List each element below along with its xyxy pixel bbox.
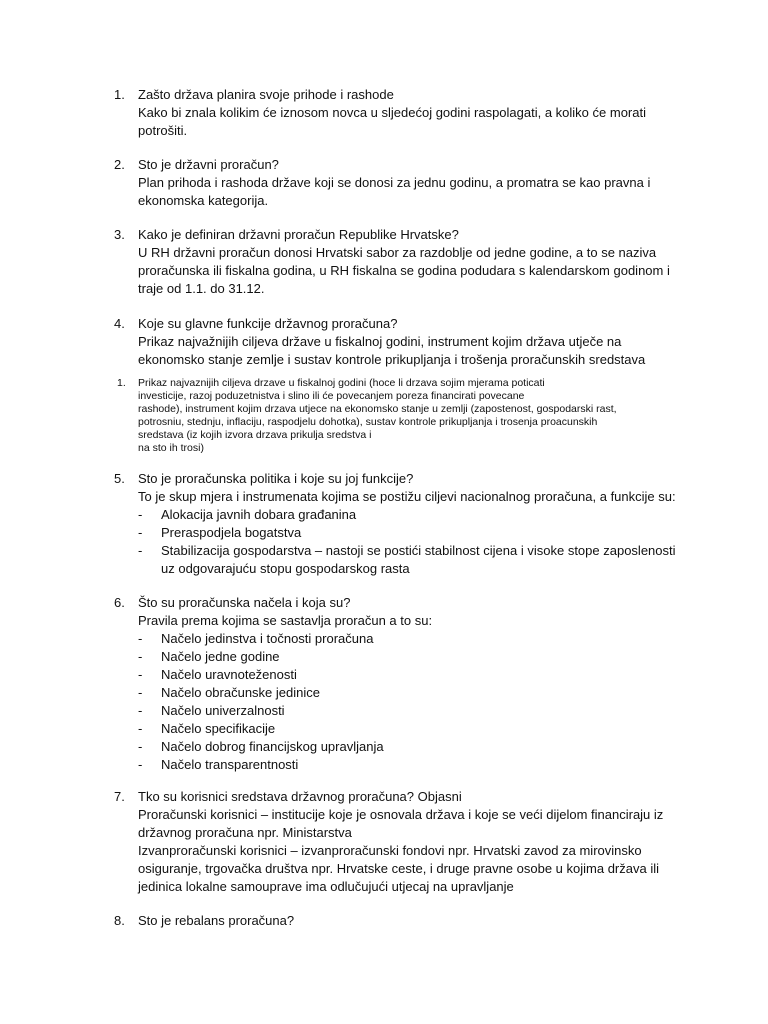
note-number: 1. [117,377,126,389]
question-title: Što su proračunska načela i koja su? [138,595,351,610]
question-answer: U RH državni proračun donosi Hrvatski sabor za razdoblje od jedne godine, a to se naziva proračunska ili fiskalna godina, u RH fiskalna se godina podudara s kalendarskom godinom i traje od 1.1. do 31.12. [138,245,670,296]
note-line: investicije, razoj poduzetnistva i slino ili će povecanjem poreza financirati povecane [138,390,525,402]
answer-line: državnog proračuna npr. Ministarstva [138,825,352,840]
question-number: 3. [114,227,125,242]
note-text [138,377,698,455]
dash-bullet: - [138,649,143,664]
dash-bullet: - [138,685,143,700]
question-intro: To je skup mjera i instrumenata kojima se postižu ciljevi nacionalnog proračuna, a funkcije su: [138,489,676,504]
question-answer: Kako bi znala kolikim će iznosom novca u sljedećoj godini raspolagati, a koliko će morati potrošiti. [138,105,646,138]
dash-bullet: - [138,721,143,736]
question-number: 5. [114,471,125,486]
answer-line: Izvanproračunski korisnici – izvanproračunski fondovi npr. Hrvatski zavod za mirovinsko [138,843,642,858]
question-title: Koje su glavne funkcije državnog proračuna? [138,316,398,331]
question-number: 2. [114,157,125,172]
answer-line: jedinica lokalne samouprave ima odlučujući utjecaj na upravljanje [138,879,514,894]
note-line: rashode), instrument kojim drzava utjece na ekonomsko stanje u zemlji (zapostenost, gospodarski rast, [138,403,617,415]
dash-bullet: - [138,543,143,558]
answer-line: Proračunski korisnici – institucije koje je osnovala država i koje se veći dijelom financiraju iz [138,807,664,822]
dash-bullet: - [138,525,143,540]
question-title: Sto je državni proračun? [138,157,279,172]
dash-bullet: - [138,757,143,772]
document-page: 1. Zašto država planira svoje prihode i rashode Kako bi znala kolikim će iznosom novca u sljedećoj godini raspolagati, a koliko će morati potrošiti. 2. Sto je državni proračun? Plan prihoda i rashoda države koji se donosi za jednu godinu, a promatra se kao pravna i ekonomska kategorija. 3. Kako je definiran državni proračun Republike Hrvatske? U RH državni proračun donosi Hrvatski sabor za razdoblje od jedne godine, a to se naziva proračunska ili fiskalna godina, u RH fiskalna se godina podudara s kalendarskom godinom i traje od 1.1. do 31.12. 4. Koje su glavne funkcije državnog proračuna? Prikaz najvažnijih ciljeva države u fiskalnoj godini, instrument kojim država utječe na ekonomsko stanje zemlje i sustav kontrole prikupljanja i trošenja proračunskih sredstava 1. Prikaz najvaznijih ciljeva drzave u fiskalnoj godini (hoce li drzava sojim mjerama poticati investicije, razoj poduzetnistva i slino ili će povecanjem poreza financirati povecane rashode), instrument kojim drzava utjece na ekonomsko stanje u zemlji (zapostenost, gospodarski rast, potrosniu, stednju, inflaciju, raspodjelu dohotka), sustav kontrole prikupljanja i trosenja proacunskih sredstava (iz kojih izvora drzava prikulja sredstva i na sto ih trosi) 5. Sto je proračunska politika i koje su joj funkcije? To je skup mjera i instrumenata kojima se postižu ciljevi nacionalnog proračuna, a funkcije su: - Alokacija javnih dobara građanina - Preraspodjela bogatstva - Stabilizacija gospodarstva – nastoji se postići stabilnost cijena i visoke stope zaposlenosti uz odgovarajuću stopu gospodarskog rasta 6. Što su proračunska načela i koja su? Pravila prema kojima se sastavlja proračun a to su: - Načelo jedinstva i točnosti proračuna - Načelo jedne godine - Načelo uravnoteženosti - Načelo obračunske jedinice - Načelo univerzalnosti - Načelo specifikacije - Načelo dobrog financijskog upravljanja - Načelo transparentnosti 7. Tko su korisnici sredstava državnog proračuna? Objasni Proračunski korisnici – institucije koje je osnovala država i koje se veći dijelom financiraju iz državnog proračuna npr. Ministarstva Izvanproračunski korisnici – izvanproračunski fondovi npr. Hrvatski zavod za mirovinsko osiguranje, trgovačka društva npr. Hrvatske ceste, i druge pravne osobe u kojima država ili jedinica lokalne samouprave ima odlučujući utjecaj na upravljanje 8. Sto je rebalans proračuna? [0,0,768,1024]
dash-bullet: - [138,703,143,718]
dash-bullet: - [138,631,143,646]
question-title: Sto je rebalans proračuna? [138,913,295,928]
question-number: 4. [114,316,125,331]
question-answer: Plan prihoda i rashoda države koji se donosi za jednu godinu, a promatra se kao pravna i ekonomska kategorija. [138,175,651,208]
question-title: Kako je definiran državni proračun Republike Hrvatske? [138,227,459,242]
dash-bullet: - [138,507,143,522]
answer-line: osiguranje, trgovačka društva npr. Hrvatske ceste, i druge pravne osobe u kojima država ili [138,861,659,876]
question-title: Tko su korisnici sredstava državnog proračuna? Objasni [138,789,462,804]
question-intro: Pravila prema kojima se sastavlja proračun a to su: [138,613,433,628]
question-title: Zašto država planira svoje prihode i rashode [138,87,394,102]
question-number: 1. [114,87,125,102]
note-line: na sto ih trosi) [138,442,204,454]
question-answer: Prikaz najvažnijih ciljeva države u fiskalnoj godini, instrument kojim država utječe na ekonomsko stanje zemlje i sustav kontrole prikupljanja i trošenja proračunskih sredstava [138,334,646,367]
dash-bullet: - [138,667,143,682]
question-number: 6. [114,595,125,610]
note-line: potrosniu, stednju, inflaciju, raspodjelu dohotka), sustav kontrole prikupljanja i trosenja proacunskih [138,416,598,428]
note-line: Prikaz najvaznijih ciljeva drzave u fiskalnoj godini (hoce li drzava sojim mjerama poticati [138,377,545,389]
dash-bullet: - [138,739,143,754]
question-number: 7. [114,789,125,804]
note-line: sredstava (iz kojih izvora drzava prikulja sredstva i [138,429,372,441]
question-title: Sto je proračunska politika i koje su joj funkcije? [138,471,414,486]
question-number: 8. [114,913,125,928]
